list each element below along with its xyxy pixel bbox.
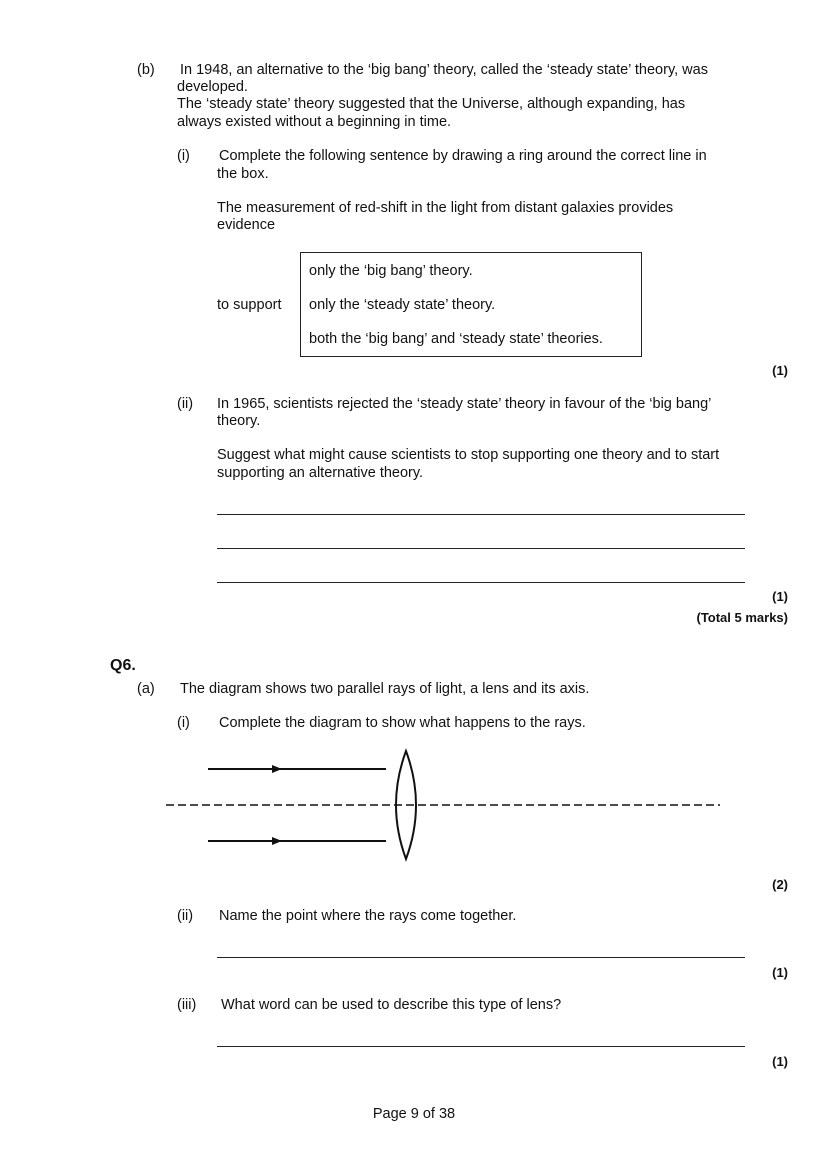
to-support-label: to support (217, 297, 282, 313)
q6-a-text: The diagram shows two parallel rays of light, a lens and its axis. (180, 681, 590, 697)
q-b-ii-marks: (1) (772, 589, 788, 604)
q6-a-i-text: Complete the diagram to show what happens to the rays. (219, 715, 586, 731)
part-b-intro-line-1: In 1948, an alternative to the ‘big bang’ theory, called the ‘steady state’ theory, was (180, 62, 708, 78)
q-b-ii-text-line-1: In 1965, scientists rejected the ‘steady state’ theory in favour of the ‘big bang’ (217, 396, 712, 412)
q-b-i-stem-line-2: evidence (217, 217, 276, 233)
answer-choice-box (300, 252, 642, 357)
page-number: Page 9 of 38 (372, 1106, 456, 1122)
total-marks: (Total 5 marks) (696, 610, 788, 625)
q6-a-ii-marks: (1) (772, 965, 788, 980)
q6-heading: Q6. (110, 657, 136, 674)
q-b-i-marks: (1) (772, 363, 788, 378)
part-b-label: (b) (137, 62, 155, 78)
part-b-intro-line-3: The ‘steady state’ theory suggested that the Universe, although expanding, has (177, 96, 686, 112)
lens-diagram[interactable] (160, 745, 730, 870)
q6-a-i-label: (i) (177, 715, 190, 731)
ray-arrow-bottom-icon (272, 837, 282, 845)
q-b-i-stem-line-1: The measurement of red-shift in the light from distant galaxies provides (217, 200, 674, 216)
q6-a-ii-text: Name the point where the rays come together. (219, 908, 517, 924)
q6-a-iii-label: (iii) (177, 997, 197, 1013)
q-b-ii-text-line-2: theory. (217, 413, 261, 429)
q6-a-i-marks: (2) (772, 877, 788, 892)
answer-line-b-ii-2[interactable] (217, 548, 745, 549)
answer-line-b-ii-3[interactable] (217, 582, 745, 583)
part-b-intro-line-2: developed. (177, 79, 248, 95)
q-b-i-text-line-1: Complete the following sentence by drawing a ring around the correct line in (219, 148, 707, 164)
q-b-i-text-line-2: the box. (217, 166, 269, 182)
choice-option-both[interactable]: both the ‘big bang’ and ‘steady state’ theories. (309, 331, 603, 347)
q-b-ii-prompt-line-1: Suggest what might cause scientists to stop supporting one theory and to start (217, 447, 720, 463)
q6-a-iii-marks: (1) (772, 1054, 788, 1069)
q-b-i-label: (i) (177, 148, 190, 164)
choice-option-steady-state[interactable]: only the ‘steady state’ theory. (309, 297, 496, 313)
q6-a-iii-text: What word can be used to describe this type of lens? (221, 997, 562, 1013)
answer-line-q6-a-iii[interactable] (217, 1046, 745, 1047)
q-b-ii-label: (ii) (177, 396, 194, 412)
q-b-ii-prompt-line-2: supporting an alternative theory. (217, 465, 424, 481)
ray-arrow-top-icon (272, 765, 282, 773)
q6-a-label: (a) (137, 681, 155, 697)
answer-line-b-ii-1[interactable] (217, 514, 745, 515)
choice-option-big-bang[interactable]: only the ‘big bang’ theory. (309, 263, 473, 279)
q6-a-ii-label: (ii) (177, 908, 194, 924)
part-b-intro-line-4: always existed without a beginning in time. (177, 114, 452, 130)
answer-line-q6-a-ii[interactable] (217, 957, 745, 958)
